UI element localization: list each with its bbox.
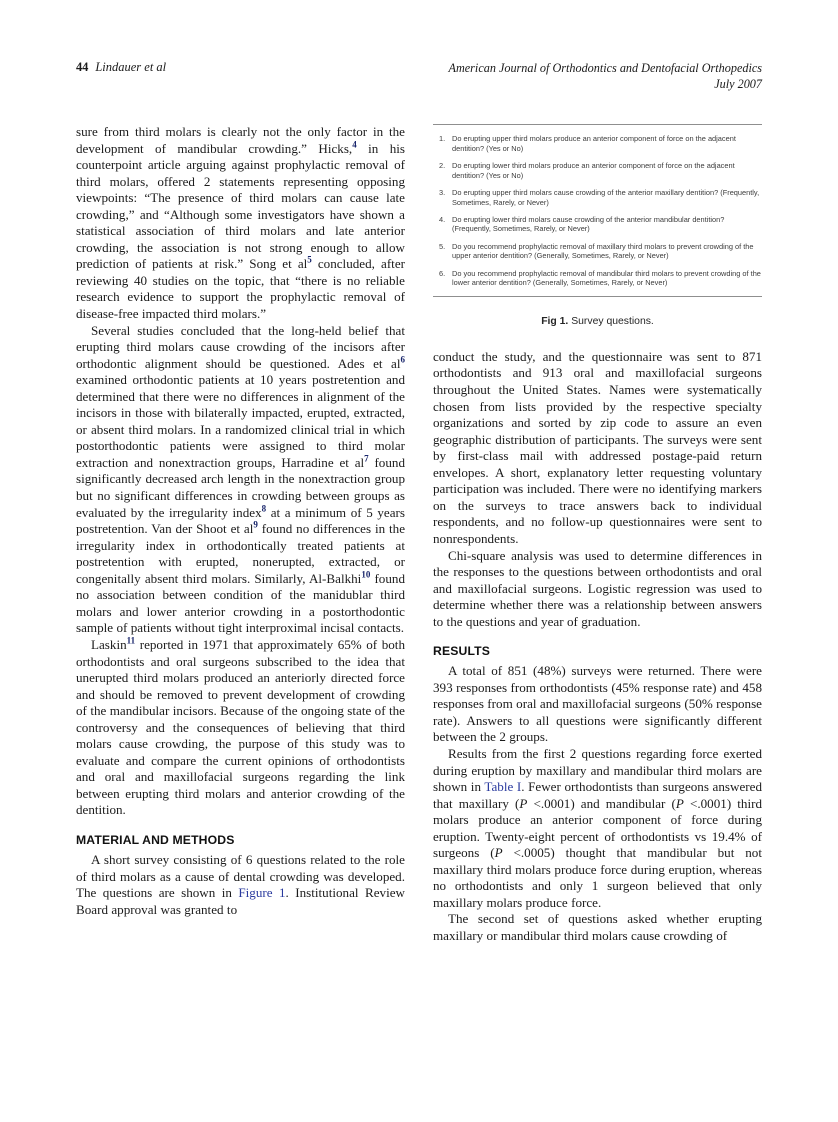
question-text: Do erupting lower third molars produce an anterior component of force on the adjacent dentition? (Yes or No): [452, 160, 735, 180]
text-run: sure from third molars is clearly not the only factor in the development of mandibular crowding.” Hicks,: [76, 124, 405, 156]
question-number: 1.: [439, 134, 446, 143]
reference-marker-9[interactable]: 9: [253, 519, 258, 530]
text-run: found no differences in the irregularity index in orthodontically treated patients at postretention with erupted, nonerupted, extracted, or congenitally absent third molars. Similarly, Al-Balkhi: [76, 521, 406, 586]
text-run: Laskin: [91, 636, 127, 652]
reference-marker-10[interactable]: 10: [361, 569, 371, 580]
running-head-right: [449, 60, 762, 92]
text-run: . Institutional Review Board approval was granted to: [76, 885, 405, 917]
paragraph-response-rates: A total of 851 (48%) surveys were returned. There were 393 responses from orthodontists (45% response rate) and 458 responses from oral and maxillofacial surgeons (50% response rate). Answers to all questions were significantly different between the 2 groups.: [433, 663, 762, 745]
figure-1: [433, 124, 762, 327]
text-run: reported in 1971 that approximately 65% of both orthodontists and oral surgeons subscribed to the idea that unerupted third molars produced an anteriorly directed force and should be removed to prevent development of crowding of the mandibular incisors. Because of the ongoing state of the controversy and the consequences of believing that third molars cause crowding, the purpose of this study was to evaluate and compare the current opinions of orthodontists and oral and maxillofacial surgeons regarding the link between erupting third molars and anterior crowding of the dentition.: [76, 636, 405, 818]
text-run: at a minimum of 5 years postretention. Van der Shoot et al: [76, 504, 405, 537]
reference-marker-11[interactable]: 11: [126, 635, 136, 646]
question-number: 3.: [439, 187, 446, 197]
paragraph-statistics: Chi-square analysis was used to determine differences in the responses to the questions between orthodontists and oral and maxillofacial surgeons. Logistic regression was used to determine whether there was a relationship between answers to the questions and year of graduation.: [433, 547, 762, 629]
figure-caption: [433, 316, 762, 327]
figure-bottom-rule: [433, 296, 762, 297]
survey-question-item: [439, 215, 762, 234]
page-number: 44: [76, 60, 89, 74]
paragraph-second-set-questions: The second set of questions asked whether erupting maxillary or mandibular third molars cause crowding of: [433, 911, 762, 943]
p-value-symbol: P: [519, 795, 528, 811]
question-number: 6.: [439, 268, 446, 278]
question-number: 5.: [439, 241, 446, 251]
running-head: [76, 60, 762, 102]
article-body: [76, 124, 762, 1074]
heading-material-and-methods: MATERIAL AND METHODS: [76, 832, 235, 847]
reference-marker-6[interactable]: 6: [400, 354, 405, 365]
running-head-left: [76, 60, 166, 75]
journal-title: American Journal of Orthodontics and Dentofacial Orthopedics: [448, 61, 762, 75]
text-run: <.0001) and mandibular (: [527, 795, 676, 811]
issue-date: July 2007: [714, 77, 762, 91]
paragraph-first-two-questions: [433, 746, 762, 911]
left-column: [76, 124, 405, 1074]
reference-marker-5[interactable]: 5: [307, 255, 312, 266]
table-1-crossref-link[interactable]: Table I: [484, 779, 522, 795]
reference-marker-4[interactable]: 4: [352, 139, 357, 150]
paragraph-questionnaire-distribution: conduct the study, and the questionnaire was sent to 871 orthodontists and 913 oral and maxillofacial surgeons throughout the United States. Names were systematically chosen from lists provided by the respective specialty organizations and sorted by zip code to assure an even geographic distribution of participants. The surveys were sent by first-class mail with addressed postage-paid return envelopes. A short, explanatory letter requesting voluntary participation was included. There were no identifying markers on the surveys to trace answers back to individual respondents, and no follow-up questionnaires were sent to nonrespondents.: [433, 348, 762, 546]
heading-results: RESULTS: [433, 644, 491, 659]
text-run: concluded, after reviewing 40 studies on the topic, that “there is no reliable research evidence to support the prophylactic removal of disease-free impacted third molars.”: [76, 256, 405, 322]
text-run: Several studies concluded that the long-held belief that erupting third molars cause crowding of the incisors after orthodontic alignment should be questioned. Ades et al: [76, 322, 405, 371]
paragraph-continuation: [76, 124, 405, 323]
survey-questions-list: [433, 134, 762, 288]
text-run: . Fewer orthodontists than surgeons answered that maxillary (: [433, 779, 762, 811]
question-text: Do erupting upper third molars produce an anterior component of force on the adjacent dentition? (Yes or No): [452, 134, 736, 153]
paragraph-several-studies: [76, 323, 405, 637]
text-run: <.0001) third molars produce an anterior component of force during eruption. Twenty-eight percent of orthodontists vs 19.4% of surgeons (: [433, 795, 763, 861]
running-head-authors: Lindauer et al: [95, 60, 167, 74]
right-column: [433, 124, 762, 1074]
figure-top-rule: [433, 124, 762, 125]
figure-1-crossref-link[interactable]: Figure 1: [238, 885, 286, 901]
figure-caption-label: Fig 1.: [541, 315, 569, 327]
survey-question-item: [439, 242, 762, 261]
text-run: A short survey consisting of 6 questions related to the role of third molars as a cause of dental crowding was developed. The questions are shown in: [76, 851, 405, 901]
survey-question-item: [439, 161, 762, 180]
survey-question-item: [439, 188, 762, 207]
survey-question-item: [439, 269, 762, 288]
reference-marker-8[interactable]: 8: [261, 503, 267, 514]
paragraph-laskin: [76, 637, 405, 819]
text-run: found no association between condition of the manidublar third molars and lower anterior crowding in a postorthodontic sample of patients without tight interproximal incisal contacts.: [76, 570, 405, 636]
p-value-symbol: P: [494, 845, 503, 861]
question-text: Do you recommend prophylactic removal of mandibular third molars to prevent crowding of the lower anterior dentition? (Generally, Sometimes, Rarely, or Never): [452, 268, 761, 288]
question-number: 2.: [439, 160, 446, 170]
question-text: Do erupting upper third molars cause crowding of the anterior maxillary dentition? (Frequently, Sometimes, Rarely, or Never): [452, 187, 760, 207]
question-number: 4.: [439, 214, 446, 224]
text-run: <.0005) thought that mandibular but not maxillary third molars produce force during eruption, whereas no orthodontists and only 1 surgeon believed that only maxillary molars produce force.: [433, 845, 762, 910]
figure-caption-text: Survey questions.: [571, 315, 654, 327]
reference-marker-7[interactable]: 7: [364, 453, 369, 464]
paragraph-survey-description: [76, 852, 405, 918]
text-run: in his counterpoint article arguing against prophylactic removal of third molars, offered 2 statements representing opposing viewpoints: “The presence of third molars can cause late crowding,” and “Although some investigators have shown a statistical association of third molars and late anterior crowding, the association is not strong enough to allow prediction of patients at risk.” Song et al: [76, 140, 405, 272]
question-text: Do erupting lower third molars cause crowding of the anterior mandibular dentition? (Frequently, Sometimes, Rarely, or Never): [452, 214, 725, 234]
question-text: Do you recommend prophylactic removal of maxillary third molars to prevent crowding of the upper anterior dentition? (Generally, Sometimes, Rarely, or Never): [452, 241, 754, 261]
text-run: examined orthodontic patients at 10 years postretention and determined that there were no differences in alignment of the incisors in those with bilaterally impacted, erupted, extracted, or absent third molars. In a randomized clinical trial in which postorthodontic patients were assigned to third molar extraction and nonextraction groups, Harradine et al: [76, 372, 405, 470]
text-run: Results from the first 2 questions regarding force exerted during eruption by maxillary and mandibular third molars are shown in: [433, 745, 762, 795]
survey-question-item: [439, 134, 762, 153]
p-value-symbol: P: [675, 795, 684, 811]
text-run: found significantly decreased arch length in the nonextraction group but no significant differences in crowding between groups as evaluated by the irregularity index: [76, 454, 405, 520]
